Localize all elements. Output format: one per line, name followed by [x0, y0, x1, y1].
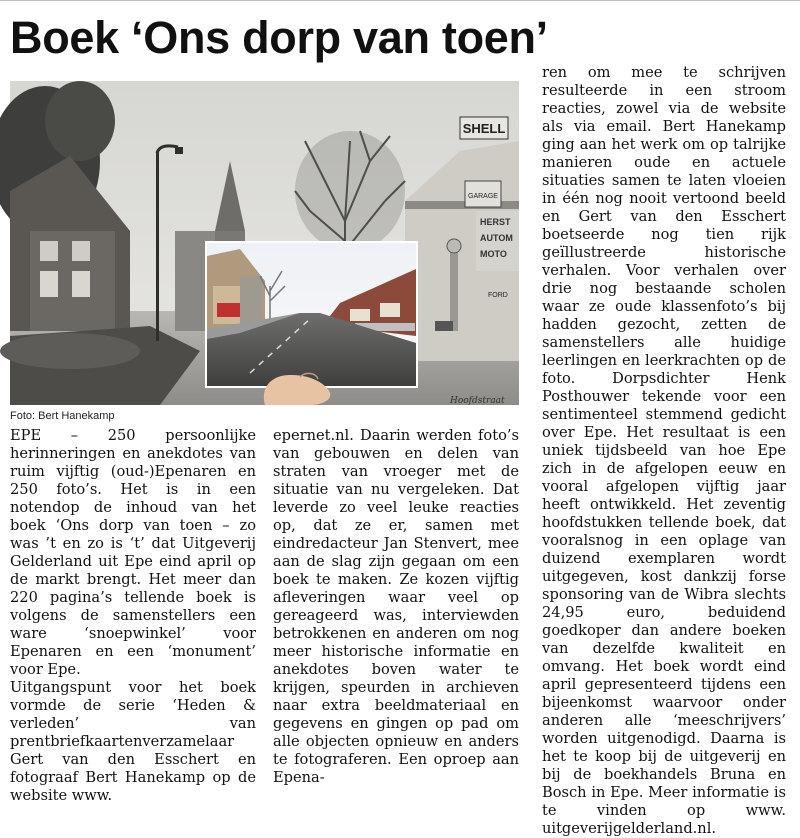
- sign-garage: GARAGE: [468, 193, 498, 200]
- article-column-3: [542, 64, 786, 837]
- headline: Boek ‘Ons dorp van toen’: [10, 12, 548, 63]
- paragraph: ren om mee te schrijven resulteerde in een stroom reacties, zowel via de website als via email. Bert Hanekamp ging aan het werk om op talrijke manieren oude en actuele situaties samen te laten vloeien in één nog nooit vertoond beeld en Gert van den Esschert boetseerde nog tien rijk geïllustreerde historische verhalen. Voor verhalen over drie nog bestaande scholen waar ze oude klassenfoto’s bij hadden gezocht, zetten de samenstellers alle huidige leerlingen en leerkrachten op de foto. Dorpsdichter Henk Posthouwer tekende voor een sentimenteel stemmend gedicht over Epe. Het resultaat is een uniek tijdsbeeld van hoe Epe zich in de afgelopen eeuw en vooral afgelopen vijftig jaar heeft ontwikkeld. Het zeventig hoofdstukken tellende boek, dat vooralsnog in een oplage van duizend exemplaren wordt uitgegeven, kost dankzij forse sponsoring van de Wibra slechts 24,95 euro, beduidend goedkoper dan andere boeken van dezelfde kwaliteit en omvang. Het boek wordt eind april gepresenteerd tijdens een bijeenkomst waarvoor onder anderen alle ‘meeschrijvers’ worden uitgenodigd. Daarna is het te koop bij de uitgeverij en bij de boekhandels Bruna en Bosch in Epe. Meer informatie is te vinden op www. uitgeverijgelderland.nl.: [542, 64, 786, 837]
- sign-auto: HERST AUTOM MOTO: [480, 217, 513, 259]
- photo-signature: Hoofdstraat: [450, 396, 505, 406]
- top-rule: [0, 0, 800, 1]
- photo-caption: Foto: Bert Hanekamp: [10, 410, 115, 422]
- sign-ford: FORD: [488, 292, 508, 299]
- article-column-2: [273, 427, 519, 786]
- paragraph: EPE – 250 persoonlijke herinneringen en anekdotes van ruim vijftig (oud-)Epenaren en 250 foto’s. Het is in een notendop de inhoud van het boek ‘Ons dorp van toen – zo was ’t en zo is ‘t’ dat Uitgeverij Gelderland uit Epe eind april op de markt brengt. Het meer dan 220 pagina’s tellende boek is volgens de samenstellers een ware ‘snoepwinkel’ voor Epenaren en een ‘monument’ voor Epe.: [10, 427, 256, 678]
- modern-photo: [205, 241, 418, 388]
- paragraph: epernet.nl. Daarin werden foto’s van gebouwen en delen van straten van vroeger met de situatie van nu vergeleken. Dat leverde zo veel leuke reacties op, dat ze er, samen met eindredacteur Jan Stenvert, mee aan de slag zijn gegaan om een boek te maken. Ze kozen vijftig afleveringen waar veel op gereageerd was, interviewden betrokkenen en anderen om nog meer historische informatie en anekdotes boven water te krijgen, speurden in archieven naar extra beeldmateriaal en gegevens en gingen op pad om alle objecten opnieuw en anders te fotograferen. Een oproep aan Epena-: [273, 427, 519, 786]
- article-column-1: [10, 427, 256, 804]
- paragraph: Uitgangspunt voor het boek vormde de serie ‘Heden & verleden’ van prentbriefkaartenverzamelaar Gert van den Esschert en fotograaf Bert Hanekamp op de website www.: [10, 679, 256, 804]
- article-photo: [10, 81, 519, 405]
- sign-shell: SHELL: [462, 121, 506, 136]
